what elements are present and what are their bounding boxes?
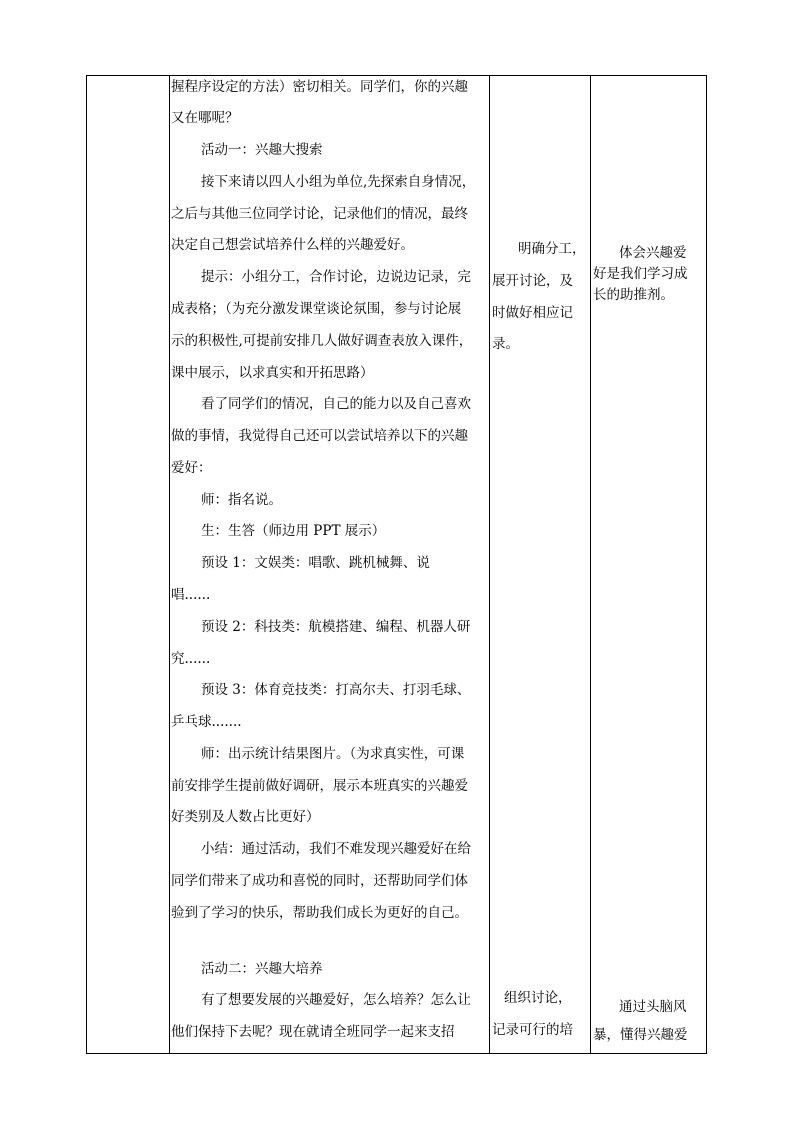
student-activity-column <box>492 76 586 1053</box>
text-line: 通过头脑风 <box>619 999 687 1015</box>
text-line: 看了同学们的情况，自己的能力以及自己喜欢 <box>201 396 471 412</box>
text-line: 唱...... <box>171 587 211 603</box>
text-line: 预设 3：体育竞技类：打高尔夫、打羽毛球、 <box>201 682 471 698</box>
text-line: 生：生答（师边用 PPT 展示） <box>201 523 386 539</box>
column-divider <box>489 76 490 1053</box>
activity-heading: 活动一：兴趣大搜索 <box>201 142 323 158</box>
text-line: 示的积极性,可提前安排几人做好调查表放入课件， <box>171 333 473 349</box>
text-line: 预设 2：科技类：航模搭建、编程、机器人研 <box>201 619 471 635</box>
text-line: 明确分工， <box>518 241 586 257</box>
text-line: 提示：小组分工，合作讨论，边说边记录，完 <box>201 269 471 285</box>
text-line: 好类别及人数占比更好） <box>171 809 320 825</box>
text-line: 体会兴趣爱 <box>619 245 687 261</box>
text-line: 做的事情，我觉得自己还可以尝试培养以下的兴趣 <box>171 428 468 444</box>
text-line: 长的助推剂。 <box>593 287 674 303</box>
text-line: 决定自己想尝试培养什么样的兴趣爱好。 <box>171 237 414 253</box>
text-line: 之后与其他三位同学讨论，记录他们的情况，最终 <box>171 206 468 222</box>
lesson-plan-table <box>86 75 707 1054</box>
column-divider <box>169 76 170 1053</box>
text-line: 好是我们学习成 <box>593 266 688 282</box>
teaching-process-column <box>171 76 487 1053</box>
text-line: 师：指名说。 <box>201 492 282 508</box>
text-line: 记录可行的培 <box>492 1022 573 1038</box>
text-line: 预设 1：文娱类：唱歌、跳机械舞、说 <box>201 555 430 571</box>
text-line: 他们保持下去呢？现在就请全班同学一起来支招 <box>171 1024 455 1040</box>
text-line: 师：出示统计结果图片。（为求真实性，可课 <box>201 746 465 762</box>
text-line: 时做好相应记 <box>492 305 573 321</box>
text-line: 爱好： <box>171 460 212 476</box>
text-line: 成表格；（为充分激发课堂谈论氛围，参与讨论展 <box>171 301 462 317</box>
design-intent-column <box>593 76 705 1053</box>
text-line: 握程序设定的方法）密切相关。同学们，你的兴趣 <box>171 79 468 95</box>
text-line: 有了想要发展的兴趣爱好，怎么培养？怎么让 <box>201 992 471 1008</box>
text-line: 组织讨论， <box>504 990 572 1006</box>
activity-heading: 活动二：兴趣大培养 <box>201 961 323 977</box>
text-line: 乒乓球....... <box>171 714 242 730</box>
text-line: 同学们带来了成功和喜悦的同时，还帮助同学们体 <box>171 873 468 889</box>
text-line: 小结：通过活动，我们不难发现兴趣爱好在给 <box>201 841 471 857</box>
text-line: 暴，懂得兴趣爱 <box>593 1027 688 1043</box>
text-line: 验到了学习的快乐，帮助我们成长为更好的自己。 <box>171 905 468 921</box>
text-line: 又在哪呢？ <box>171 110 239 126</box>
text-line: 究...... <box>171 651 211 667</box>
text-line: 前安排学生提前做好调研，展示本班真实的兴趣爱 <box>171 778 468 794</box>
text-line: 展开讨论，及 <box>492 273 573 289</box>
column-divider <box>590 76 591 1053</box>
text-line: 课中展示，以求真实和开拓思路） <box>171 365 374 381</box>
text-line: 录。 <box>492 336 519 352</box>
text-line: 接下来请以四人小组为单位,先探索自身情况， <box>201 174 476 190</box>
